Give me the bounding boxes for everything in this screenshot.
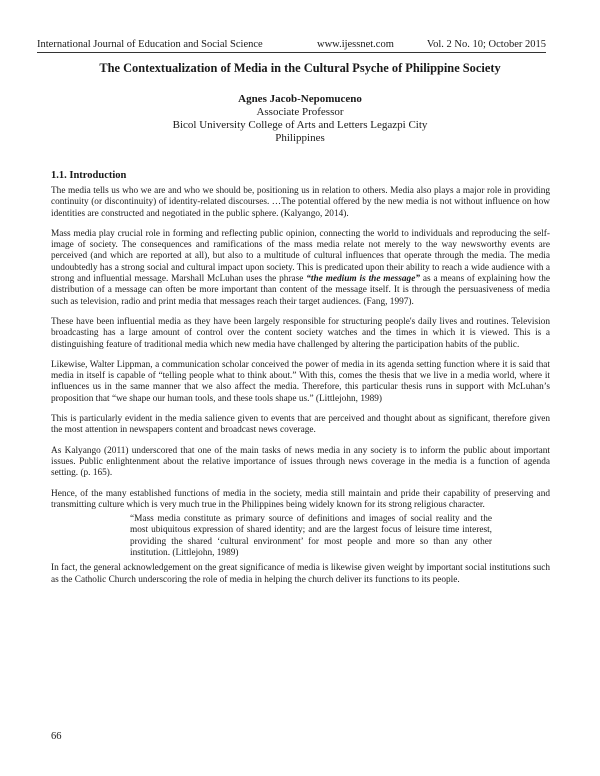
body-text xyxy=(51,186,550,595)
paragraph-7: Hence, of the many established functions of media in the society, media still maintain and pride their capability of preserving and transmitting culture which is very much true in the Philippines being widely known for its strong religious character. xyxy=(51,488,550,510)
paragraph-2 xyxy=(51,229,550,308)
paper-title: The Contextualization of Media in the Cultural Psyche of Philippine Society xyxy=(99,61,501,75)
author-name: Agnes Jacob-Nepomuceno xyxy=(238,93,362,105)
paragraph-8: In fact, the general acknowledgement on the great significance of media is likewise given weight by important social institutions such as the Catholic Church underscoring the role of media in helping the church deliver its functions to its people. xyxy=(51,563,550,585)
journal-url: www.ijessnet.com xyxy=(317,39,394,50)
paragraph-2-text-start: Mass media play crucial role in forming and reflecting public opinion, connecting the world to individuals and reproducing the self-image of society. The consequences and ramifications of the mass media relate not merely to the way newsworthy events are perceived (and which are reported at all), but also to a multitude of cultural influences that operate through the media. The media undoubtedly has a strong social and cultural impact upon society. This is predicated upon their ability to reach a wide audience with a strong and influential message. Marshall McLuhan uses the phrase xyxy=(51,228,550,285)
journal-name: International Journal of Education and Social Science xyxy=(37,39,263,50)
paragraph-1: The media tells us who we are and who we should be, positioning us in relation to others. Media also plays a major role in providing continuity (or discontinuity) of identity-related discourses. …The potential offered by the new media is not without influence on how identities are constructed and negotiated in the public sphere. (Kalyango, 2014). xyxy=(51,186,550,219)
author-position: Associate Professor xyxy=(256,106,344,118)
paragraph-6: As Kalyango (2011) underscored that one of the main tasks of news media in any society is to inform the public about important issues. Public enlightenment about the relative importance of issues through news coverage in the media is a function of agenda setting. (p. 165). xyxy=(51,445,550,479)
page-number: 66 xyxy=(51,731,62,742)
block-quote: “Mass media constitute as primary source of definitions and images of social reality and the most ubiquitous expression of shared identity; and are the largest focus of leisure time interest, providing the shared ‘cultural environment’ for most people and more so than any other institution. (Littlejohn, 1989) xyxy=(130,514,492,559)
author-country: Philippines xyxy=(275,132,325,144)
paragraph-4: Likewise, Walter Lippman, a communication scholar conceived the power of media in its agenda setting function where it is said that media in itself is capable of “telling people what to think about.” With this, comes the thesis that we live in a media world, where it influences us in the same manner that we also affect the media. Therefore, this particular thesis runs in support with McLuhan’s proposition that “we shape our human tools, and these tools shape us.” (Littlejohn, 1989) xyxy=(51,359,550,404)
running-header xyxy=(37,38,546,53)
paragraph-2-text-end: as a means of explaining how the distribution of a message can often be more important than content of the message itself. It is through the persuasiveness of media such as television, radio and print media that messages reach their target audiences. (Fang, 1997). xyxy=(51,274,550,307)
section-heading: 1.1. Introduction xyxy=(51,170,127,181)
paragraph-3: These have been influential media as they have been largely responsible for structuring people's daily lives and routines. Television broadcasting has a large amount of control over the content society watches and the times in which it is viewed. This is a distinguishing feature of traditional media which new media have challenged by altering the participation habits of the public. xyxy=(51,316,550,350)
emphasized-phrase: “the medium is the message” xyxy=(306,274,420,285)
paragraph-5: This is particularly evident in the media salience given to events that are perceived and thought about as significant, therefore given the most attention in newspapers content and broadcast news coverage. xyxy=(51,414,550,436)
volume-issue: Vol. 2 No. 10; October 2015 xyxy=(426,39,546,50)
author-affiliation: Bicol University College of Arts and Letters Legazpi City xyxy=(172,119,428,131)
